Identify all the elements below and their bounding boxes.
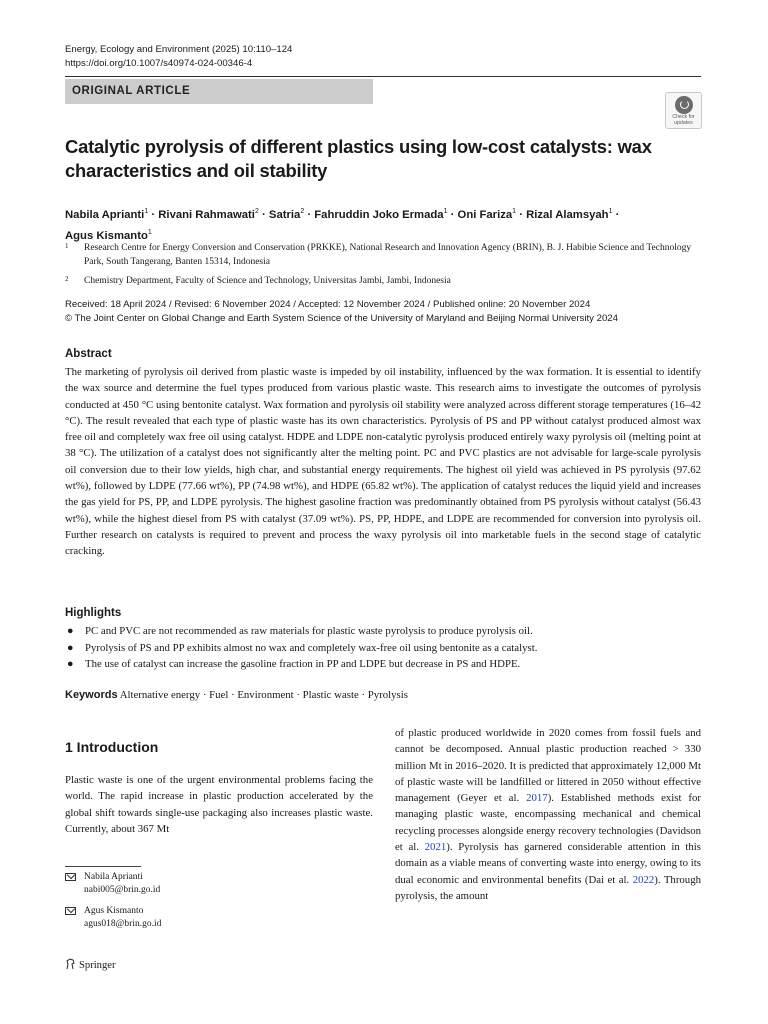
highlight-item: ● PC and PVC are not recommended as raw materials for plastic waste pyrolysis to produce pyrolysis oil. <box>65 623 701 640</box>
keywords-label: Keywords <box>65 689 118 701</box>
bullet-icon: ● <box>67 625 74 637</box>
doi-link[interactable]: https://doi.org/10.1007/s40974-024-00346-4 <box>65 57 253 69</box>
affiliation <box>65 242 700 269</box>
footnote-rule <box>65 866 141 867</box>
journal-citation: Energy, Ecology and Environment (2025) 10:110–124 <box>65 44 293 55</box>
envelope-icon <box>65 907 76 915</box>
publisher-footer <box>65 958 115 973</box>
copyright-line: © The Joint Center on Global Change and Earth System Science of the University of Maryland and Beijing Normal University 2024 <box>65 312 618 324</box>
dates-line: Received: 18 April 2024 / Revised: 6 November 2024 / Accepted: 12 November 2024 / Published online: 20 November 2024 <box>65 299 591 310</box>
contact-email[interactable]: nabi005@brin.go.id <box>84 885 161 895</box>
envelope-icon <box>65 873 76 881</box>
affiliation-text: Chemistry Department, Faculty of Science and Technology, Universitas Jambi, Jambi, Indonesia <box>84 276 451 286</box>
contact-name: Nabila Aprianti <box>84 872 143 882</box>
bullet-icon: ● <box>67 641 74 654</box>
check-updates-label-1: Check for <box>672 114 695 120</box>
affiliation-text: Research Centre for Energy Conversion and Conservation (PRKKE), National Research and Innovation Agency (BRIN), B. J. Habibie Science and Technology Park, South Tangerang, Banten 15314, Indonesia <box>84 243 692 267</box>
publisher-name: Springer <box>79 960 116 971</box>
contact-email[interactable]: agus018@brin.go.id <box>84 919 162 929</box>
bullet-icon: ● <box>67 658 74 670</box>
refresh-icon <box>675 96 693 114</box>
keywords-text: Alternative energy · Fuel · Environment · Plastic waste · Pyrolysis <box>119 689 408 701</box>
abstract-text: The marketing of pyrolysis oil derived from plastic waste is impeded by oil instability, influenced by the wax formation. It is essential to identify the wax source and determine the fuel types produced from various plastic waste. This research aims to investigate the outcomes of pyrolysis conducted at 450 °C using bentonite catalyst. Wax formation and pyrolysis oil stability were analyzed across different storage temperatures (16–42 °C). The result revealed that each type of plastic waste has its own characteristics. Pyrolysis of PS and PP without catalyst produced almost wax free oil and completely wax free oil using catalyst. HDPE and LDPE non-catalytic pyrolysis produced entirely waxy pyrolysis oil (melting point at 38 °C). The utilization of a catalyst does not significantly alter the melting point. PC and PVC plastics are not advisable for large-scale pyrolysis oil conversion due to their low yields, high char, and substantial energy requirements. The highest oil yield was achieved in PS pyrolysis (97.62 wt%), followed by LDPE (77.66 wt%), PP (74.98 wt%), and HDPE (65.82 wt%). The application of catalyst reduces the liquid yield and increases the gas yield for PS, PP, and LDPE pyrolysis. The highest gasoline fraction was predominantly obtained from PS pyrolysis without catalyst (56.43 wt%), while the highest diesel from PS with catalyst (37.09 wt%). PS, PP, HDPE, and LDPE are recommended for conversion into pyrolysis oil. Further research on catalysts is required to prevent and process the waxy pyrolysis oil into marketable fuels in the second stage of catalytic cracking. <box>65 366 701 558</box>
springer-horse-icon <box>65 958 76 970</box>
header-rule <box>65 76 701 77</box>
abstract-heading: Abstract <box>65 348 112 360</box>
check-updates-label-2: updates <box>674 119 693 126</box>
author-link[interactable]: Oni Fariza$^1$ <box>457 208 517 221</box>
corresponding-author <box>65 905 161 931</box>
author-link[interactable]: Agus Kismanto$^1$ <box>65 228 152 242</box>
highlight-item: ● The use of catalyst can increase the gasoline fraction in PP and LDPE but decrease in PS and HDPE. <box>65 656 701 673</box>
highlight-item: ● Pyrolysis of PS and PP exhibits almost no wax and completely wax-free oil using bentonite as a catalyst. <box>65 640 701 657</box>
affiliation <box>65 275 700 289</box>
corresponding-author <box>65 871 160 897</box>
author-link[interactable]: Nabila Aprianti$^1$ <box>65 208 149 221</box>
check-for-updates-badge[interactable] <box>665 92 702 129</box>
introduction-text-left: Plastic waste is one of the urgent environmental problems facing the world. The rapid increase in plastic production accelerated by the global shift towards single-use packaging also increases plastic waste. Currently, about 367 Mt <box>65 774 373 835</box>
affiliation-number: 1 <box>65 242 69 250</box>
highlights-heading: Highlights <box>65 607 122 619</box>
author-link[interactable]: Satria$^2$ <box>268 208 305 221</box>
citation-link[interactable]: 2017 <box>526 792 548 805</box>
article-type-banner: ORIGINAL ARTICLE <box>65 79 373 104</box>
author-link[interactable]: Rivani Rahmawati$^2$ <box>158 208 259 221</box>
citation-link[interactable]: 2021 <box>424 841 447 854</box>
affiliation-number: 2 <box>65 275 69 283</box>
keywords <box>65 687 408 703</box>
journal-header <box>65 43 292 70</box>
article-title: Catalytic pyrolysis of different plastics using low-cost catalysts: wax characteristics and oil stability <box>65 136 652 181</box>
highlights-list <box>65 623 701 673</box>
contact-name: Agus Kismanto <box>84 906 144 916</box>
introduction-text-right: of plastic produced worldwide in 2020 comes from fossil fuels and cannot be decomposed. Annual plastic production reached > 330 million Mt in 2016–2020. It is predicted that approximately 12,000 Mt of plastic waste will be landfilled or littered in 2050 without effective management (Geyer et al. 2017). Established methods exist for managing plastic waste, encompassing mechanical and chemical recycling processes alongside energy recovery technologies (Davidson et al. 2021). Pyrolysis has garnered considerable attention in this domain as a viable means of converting waste into energy, owing to its dual economic and environmental benefits (Dai et al. 2022). Through pyrolysis, the amount <box>395 727 702 902</box>
author-link[interactable]: Fahruddin Joko Ermada$^1$ <box>314 208 448 221</box>
publication-history <box>65 298 618 325</box>
author-list: Nabila Aprianti$^1$ · Rivani Rahmawati$^2$ · Satria$^2$ · Fahruddin Joko Ermada$^1$ · Oni Fariza$^1$ · Rizal Alamsyah$^1$ · Agus Kismanto$^1$ <box>65 208 620 242</box>
section-heading-introduction: 1 Introduction <box>65 739 159 755</box>
citation-link[interactable]: 2022 <box>632 873 655 886</box>
author-link[interactable]: Rizal Alamsyah$^1$ <box>526 208 613 221</box>
